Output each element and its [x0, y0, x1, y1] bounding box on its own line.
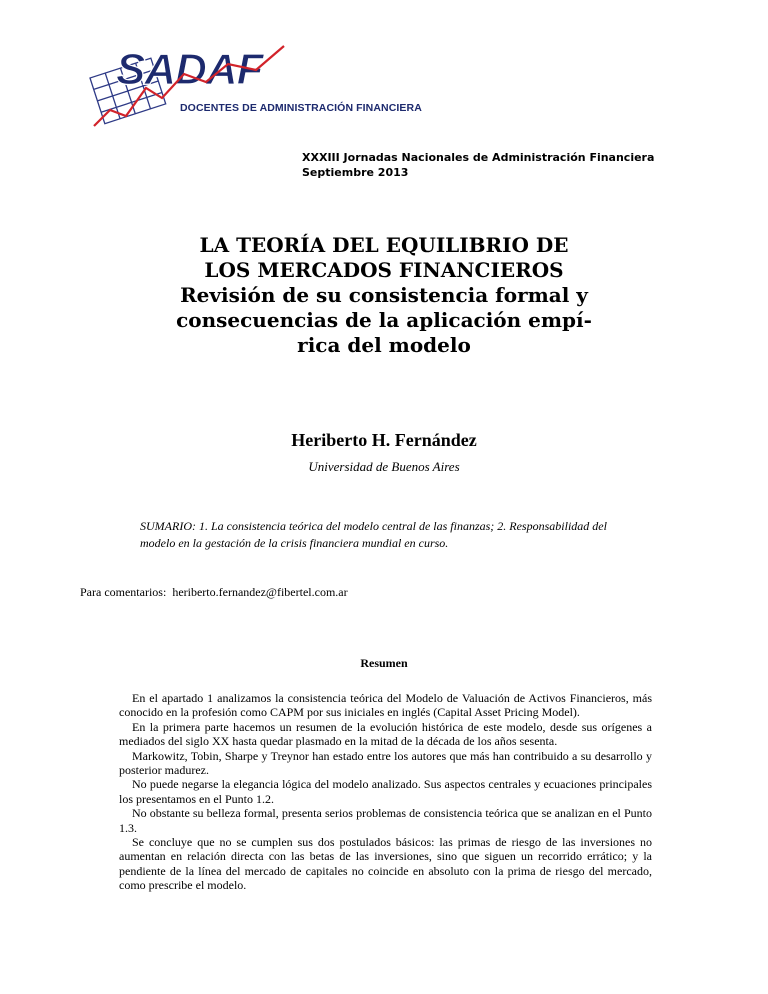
sadaf-logo: [88, 40, 460, 140]
paper-title: [120, 233, 648, 358]
title-line: Revisión de su consistencia formal y: [180, 283, 588, 307]
title-line: consecuencias de la aplicación empí-: [176, 308, 592, 332]
contact-email[interactable]: heriberto.fernandez@fibertel.com.ar: [172, 585, 348, 599]
conference-info: [302, 150, 654, 180]
contact-line: [80, 585, 348, 600]
title-line: rica del modelo: [297, 333, 471, 357]
conference-name: XXXIII Jornadas Nacionales de Administración Financiera: [302, 151, 655, 164]
author-affiliation: Universidad de Buenos Aires: [308, 459, 460, 474]
abstract-paragraph: En el apartado 1 analizamos la consistencia teórica del Modelo de Valuación de Activos Financieros, más conocido en la profesión como CAPM por sus iniciales en inglés (Capital Asset Pricing Model).: [119, 691, 652, 720]
abstract-heading: Resumen: [360, 656, 408, 670]
author-name: Heriberto H. Fernández: [291, 430, 477, 450]
abstract-paragraph: No obstante su belleza formal, presenta serios problemas de consistencia teórica que se analizan en el Punto 1.3.: [119, 806, 652, 835]
summary-text: SUMARIO: 1. La consistencia teórica del modelo central de las finanzas; 2. Responsabilidad del modelo en la gestación de la crisis financiera mundial en curso.: [140, 519, 607, 550]
abstract-paragraph: En la primera parte hacemos un resumen de la evolución histórica de este modelo, desde sus orígenes a mediados del siglo XX hasta quedar plasmado en la mitad de la década de los años sesenta.: [119, 719, 652, 749]
sadaf-logo-graphic: [88, 40, 460, 140]
abstract-paragraph: Markowitz, Tobin, Sharpe y Treynor han estado entre los autores que más han contribuido a su desarrollo y posterior madurez.: [119, 748, 652, 778]
title-line: LOS MERCADOS FINANCIEROS: [204, 258, 564, 282]
svg-text:SADAF: SADAF: [116, 45, 263, 94]
contact-label: Para comentarios:: [80, 585, 167, 599]
abstract-paragraph: No puede negarse la elegancia lógica del modelo analizado. Sus aspectos centrales y ecuaciones principales los presentamos en el Punto 1.2.: [119, 777, 652, 806]
logo-tagline: DOCENTES DE ADMINISTRACIÓN FINANCIERA: [180, 102, 422, 114]
title-line: LA TEORÍA DEL EQUILIBRIO DE: [199, 233, 569, 257]
abstract-body: [119, 691, 652, 893]
conference-date: Septiembre 2013: [302, 166, 409, 179]
abstract-paragraph: Se concluye que no se cumplen sus dos postulados básicos: las primas de riesgo de las inversiones no aumentan en relación directa con las betas de las inversiones, sino que siguen un recorrido errático; y la pendiente de la línea del mercado de capitales no coincide en absoluto con la prima de riesgo del mercado, como prescribe el modelo.: [119, 835, 652, 893]
